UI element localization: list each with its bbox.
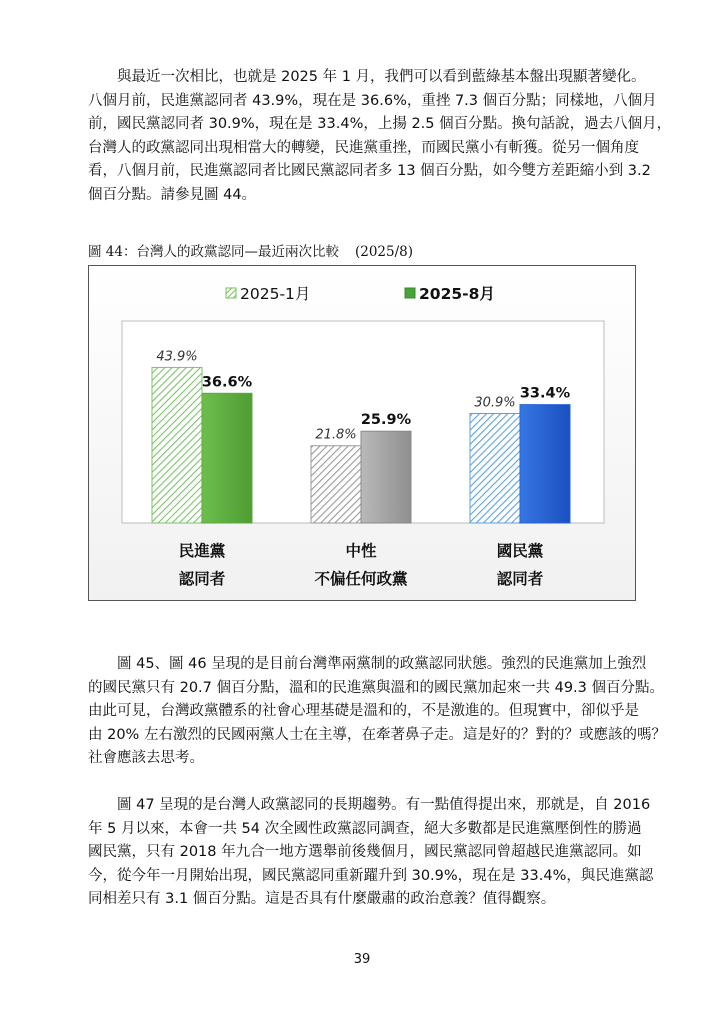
category-label-neutral: 中性 (345, 542, 377, 560)
legend-swatch-jan (226, 288, 236, 298)
bar-kmt-aug (520, 405, 570, 523)
text-line: 圖 45、圖 46 呈現的是目前台灣準兩黨制的政黨認同狀態。強烈的民進黨加上強烈 (88, 656, 647, 672)
figure-caption-date: (2025/8) (354, 244, 414, 260)
figure-caption (88, 240, 413, 260)
category-label-neutral: 不偏任何政黨 (314, 570, 408, 588)
text-line: 由此可見，台灣政黨體系的社會心理基礎是溫和的，不是激進的。但現實中，卻似乎是 (88, 703, 639, 719)
text-line: 國民黨，只有 2018 年九合一地方選舉前後幾個月，國民黨認同曾超越民進黨認同。如 (88, 844, 642, 860)
chart-frame (88, 265, 636, 601)
legend-label-aug: 2025-8月 (419, 285, 495, 303)
text-line: 與最近一次相比，也就是 2025 年 1 月，我們可以看到藍綠基本盤出現顯著變化。 (88, 69, 646, 85)
paragraph-1 (88, 66, 672, 207)
text-line: 台灣人的政黨認同出現相當大的轉變，民進黨重挫，而國民黨小有斬獲。從另一個角度 (88, 139, 639, 156)
bar-neutral-jan (311, 446, 361, 523)
page-number: 39 (353, 952, 371, 967)
figure-caption-title: 圖 44：台灣人的政黨認同—最近兩次比較 (88, 244, 339, 260)
text-line: 八個月前，民進黨認同者 43.9%，現在是 36.6%，重挫 7.3 個百分點；同樣地，八個月 (88, 92, 657, 109)
category-label-dpp: 民進黨 (178, 542, 226, 560)
bar-group-kmt (470, 386, 571, 523)
bar-neutral-aug (361, 431, 411, 523)
bar-group-dpp (152, 349, 253, 523)
data-label-neutral-jan: 21.8% (315, 427, 357, 443)
bar-dpp-jan (152, 367, 202, 523)
data-label-kmt-aug: 33.4% (519, 385, 571, 402)
text-line: 圖 47 呈現的是台灣人政黨認同的長期趨勢。有一點值得提出來，那就是，自 2016 (88, 797, 651, 813)
text-line: 今，從今年一月開始出現，國民黨認同重新躍升到 30.9%，現在是 33.4%，與民進黨認 (88, 867, 654, 884)
text-line: 看，八個月前，民進黨認同者比國民黨認同者多 13 個百分點，如今雙方差距縮小到 3.2 (88, 163, 651, 179)
category-label-kmt: 國民黨 (496, 542, 544, 560)
bar-kmt-jan (470, 413, 520, 523)
legend (226, 285, 495, 303)
paragraph-2 (88, 653, 666, 771)
category-labels (179, 541, 544, 588)
paragraph-3 (88, 794, 654, 912)
data-label-kmt-jan: 30.9% (474, 395, 516, 411)
text-line: 年 5 月以來，本會一共 54 次全國性政黨認同調查，絕大多數都是民進黨壓倒性的勝過 (88, 820, 642, 837)
text-line: 社會應該去思考。 (88, 750, 204, 766)
text-line: 前，國民黨認同者 30.9%，現在是 33.4%，上揚 2.5 個百分點。換句話說，過去八個月， (88, 116, 672, 132)
legend-label-jan: 2025-1月 (240, 285, 311, 303)
data-label-dpp-jan: 43.9% (156, 349, 198, 365)
data-label-neutral-aug: 25.9% (360, 412, 412, 429)
text-line: 由 20% 左右激烈的民國兩黨人士在主導，在牽著鼻子走。這是好的？對的？或應該的嗎？ (88, 726, 666, 743)
text-line: 同相差只有 3.1 個百分點。這是否具有什麼嚴肅的政治意義？值得觀察。 (88, 891, 556, 907)
text-line: 的國民黨只有 20.7 個百分點，溫和的民進黨與溫和的國民黨加起來一共 49.3 個百分點。 (88, 679, 665, 696)
legend-swatch-aug (405, 288, 415, 298)
category-label-kmt: 認同者 (496, 570, 544, 588)
bar-dpp-aug (202, 393, 252, 523)
category-label-dpp: 認同者 (178, 570, 226, 588)
bar-chart (89, 266, 637, 602)
text-line: 個百分點。請參見圖 44。 (88, 186, 257, 203)
data-label-dpp-aug: 36.6% (201, 374, 253, 391)
